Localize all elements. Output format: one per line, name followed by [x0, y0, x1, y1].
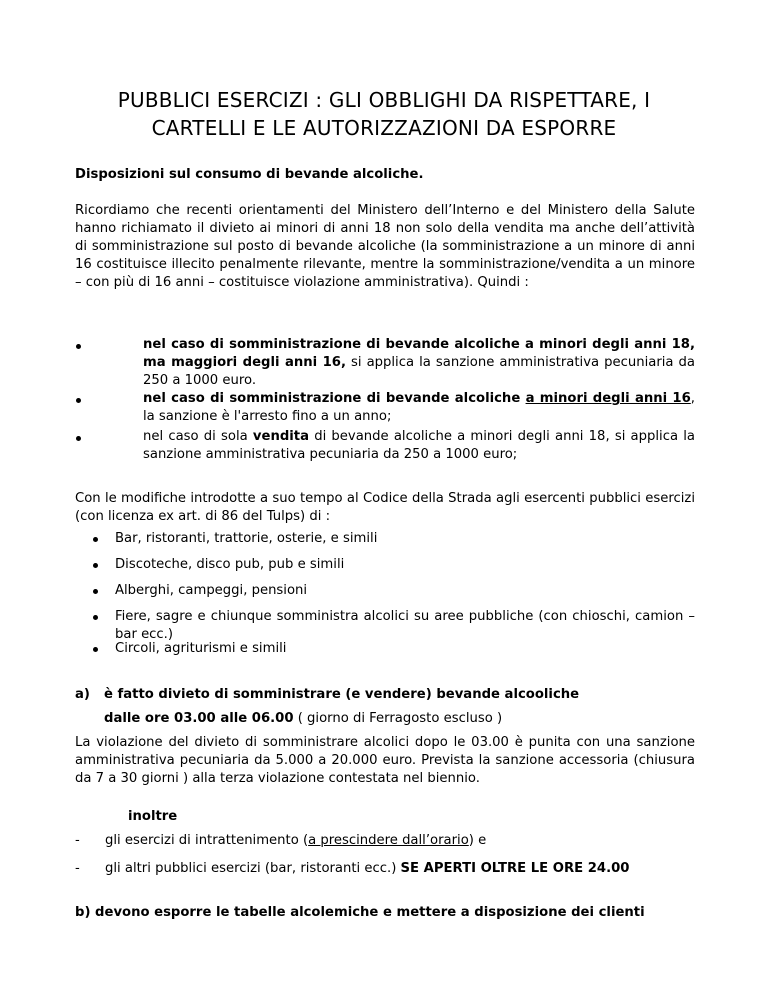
bold-text: nel caso di somministrazione di bevande alcoliche: [143, 391, 526, 406]
title-line-2: CARTELLI E LE AUTORIZZAZIONI DA ESPORRE: [151, 116, 617, 140]
bullet-icon: [76, 344, 81, 349]
bold-underlined-text: a minori degli anni 16: [525, 391, 691, 406]
bullet-icon: [93, 615, 98, 620]
list-item-text: Circoli, agriturismi e simili: [115, 641, 287, 656]
dash-marker: -: [75, 833, 80, 848]
bullet-icon: [76, 436, 81, 441]
section-heading: Disposizioni sul consumo di bevande alcoliche.: [75, 167, 424, 182]
bullet-icon: [93, 647, 98, 652]
bullet-icon: [76, 398, 81, 403]
plain-text: nel caso di sola: [143, 429, 253, 444]
codice-paragraph: Con le modifiche introdotte a suo tempo al Codice della Strada agli esercenti pubblici esercizi (con licenza ex art. di 86 del Tulps) di :: [75, 491, 695, 524]
list-item-text: Bar, ristoranti, trattorie, osterie, e simili: [115, 531, 378, 546]
plain-text: ( giorno di Ferragosto escluso ): [293, 711, 503, 726]
list-item-text: Fiere, sagre e chiunque somministra alcolici su aree pubbliche (con chioschi, camion –bar ecc.): [115, 609, 695, 642]
point-a-hours: [104, 710, 502, 728]
dash-marker: -: [75, 861, 80, 876]
point-b-text: b) devono esporre le tabelle alcolemiche e mettere a disposizione dei clienti: [75, 905, 645, 920]
list-item-text: Discoteche, disco pub, pub e simili: [115, 557, 345, 572]
plain-text: di bevande alcoliche a minori degli anni 18, si applica la sanzione amministrativa pecuniaria da 250 a 1000 euro;: [143, 429, 695, 462]
plain-text: gli altri pubblici esercizi (bar, ristoranti ecc.): [105, 861, 401, 876]
underlined-text: a prescindere dall’orario: [308, 833, 469, 848]
dash-item-2: [105, 860, 629, 878]
dash-item-1: [105, 832, 486, 850]
plain-text: gli esercizi di intrattenimento (: [105, 833, 309, 848]
violazione-paragraph: La violazione del divieto di somministrare alcolici dopo le 03.00 è punita con una sanzione amministrativa pecuniaria da 5.000 a 20.000 euro. Prevista la sanzione accessoria (chiusura da 7 a 30 giorni ) alla terza violazione contestata nel biennio.: [75, 735, 695, 786]
bullet-icon: [93, 563, 98, 568]
plain-text: si applica la sanzione amministrativa pecuniaria da 250 a 1000 euro.: [143, 355, 695, 388]
bullet-icon: [93, 537, 98, 542]
list-item-text: [143, 336, 695, 390]
point-a-text: è fatto divieto di somministrare (e vendere) bevande alcooliche: [104, 687, 580, 702]
bold-text: vendita: [252, 429, 309, 444]
intro-paragraph: Ricordiamo che recenti orientamenti del Ministero dell’Interno e del Ministero della Salute hanno richiamato il divieto ai minori di anni 18 non solo della vendita ma anche dell’attività di somministrazione sul posto di bevande alcoliche (la somministrazione a un minore di anni 16 costituisce illecito penalmente rilevante, mentre la somministrazione/vendita a un minore – con più di 16 anni – costituisce violazione amministrativa). Quindi :: [75, 203, 695, 290]
list-item-text: [143, 390, 695, 426]
bullet-icon: [93, 589, 98, 594]
list-item-text: Alberghi, campeggi, pensioni: [115, 583, 308, 598]
bold-text: dalle ore 03.00 alle 06.00: [104, 711, 294, 726]
point-a-label: a): [75, 687, 90, 702]
list-item-text: [143, 428, 695, 464]
title-line-1: PUBBLICI ESERCIZI : GLI OBBLIGHI DA RISPETTARE, I: [117, 88, 651, 112]
bold-text: SE APERTI OLTRE LE ORE 24.00: [400, 861, 630, 876]
inoltre-label: inoltre: [128, 809, 178, 824]
plain-text: ) e: [468, 833, 487, 848]
document-title: [60, 86, 708, 142]
plain-text: , la sanzione è l'arresto fino a un anno;: [143, 391, 695, 424]
bold-text: nel caso di somministrazione di bevande alcoliche a minori degli anni 18, ma maggiori degli anni 16,: [143, 337, 695, 370]
